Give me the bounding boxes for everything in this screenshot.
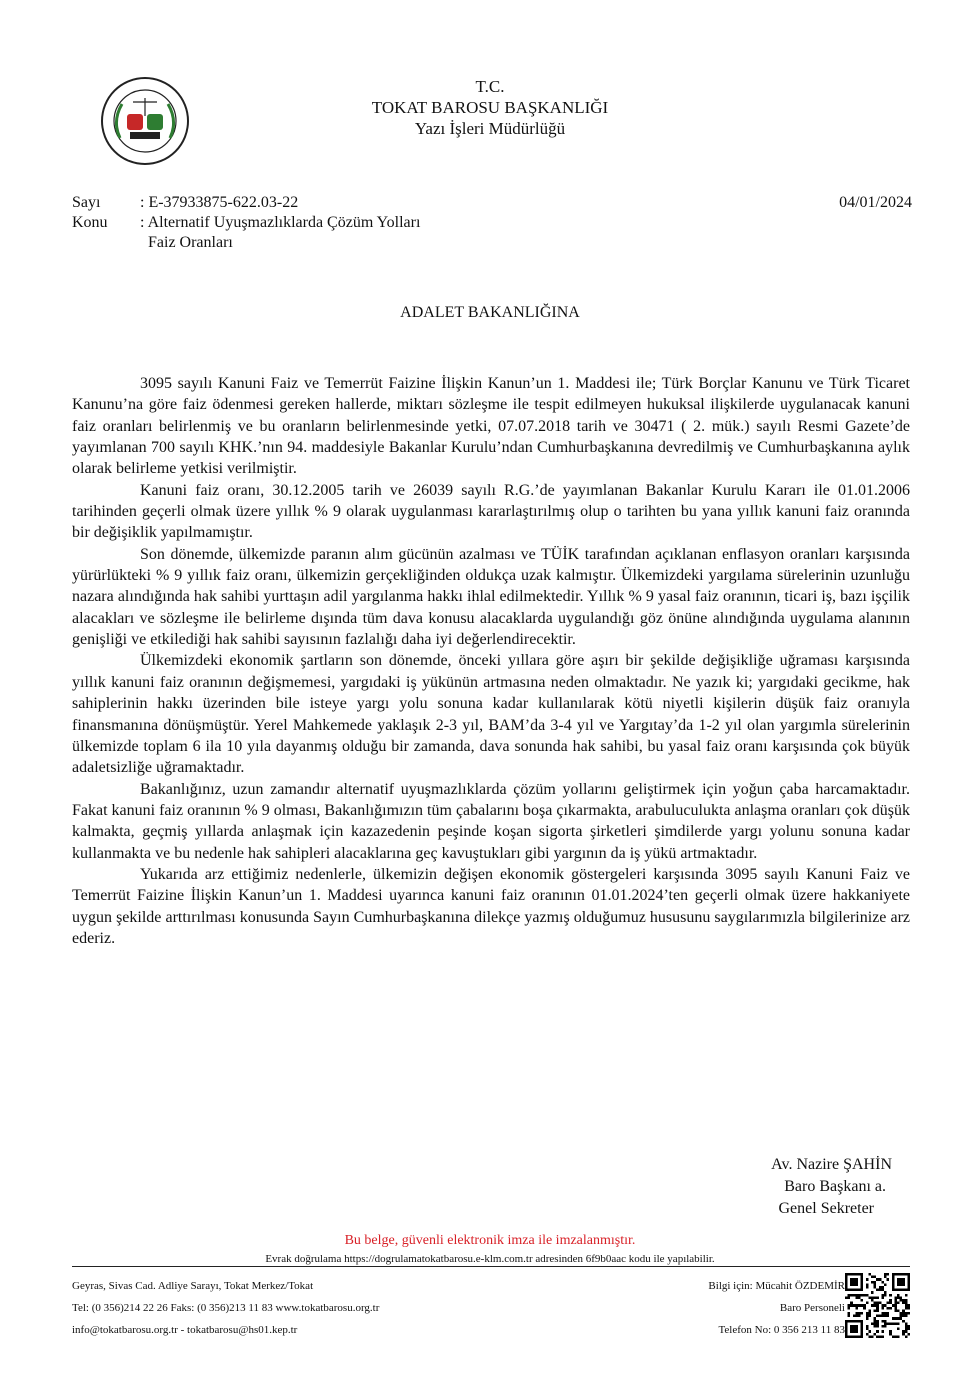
konu-value: : Alternatif Uyuşmazlıklarda Çözüm Yolları xyxy=(140,214,421,231)
paragraph: Yukarıda arz ettiğimiz nedenlerle, ülkemizin değişen ekonomik göstergeleri karşısında 3095 sayılı Kanuni Faiz ve Temerrüt Faizine İlişkin Kanun’un 1. Maddesi uyarınca kanuni faiz oranının 01.01.2024’ten geçerli olmak üzere hakkaniyete uygun şekilde arttırılması konusunda Sayın Cumhurbaşkanına dilekçe yazmış olduğumuz hususunu saygılarımızla bilgilerinize arz ederiz. xyxy=(72,865,910,947)
header-line-department: Yazı İşleri Müdürlüğü xyxy=(414,119,566,138)
signatory-name: Av. Nazire ŞAHİN xyxy=(771,1156,892,1173)
footer-info xyxy=(708,1275,845,1341)
paragraph: Ülkemizdeki ekonomik şartların son dönemde, önceki yıllara göre aşırı bir şekilde değişikliğe uğraması karşısında yıllık kanuni faiz oranının değişmemesi, yargıdaki iş yükünün artmasına neden olmaktadır. Ne yazık ki; yargıdaki gecikme, hak sahiplerinin hakkı üzerinden bile isteye yargı yolu sonuna kadar kullanılarak kötü niyetli kişilerin düşük faiz oranıyla finansmanına dönüşmüştür. Yerel Mahkemede yaklaşık 2-3 yıl, BAM’da 3-4 yıl ve Yargıtay’da 1-2 yıl olan yargımla sürelerinin ülkemizde toplam 6 ila 10 yıla dayanmış olduğu bir zamanda, dava sonunda hak sahibi, bu yasal faiz oranı karşısında çok büyük adaletsizliğe uğramaktadır. xyxy=(72,652,910,777)
paragraph: Son dönemde, ülkemizde paranın alım gücünün azalması ve TÜİK tarafından açıklanan enflasyon oranları karşısında yürürlükteki % 9 yıllık faiz oranı, ülkemizin gerçekliğinden oldukça uzak kalmıştır. Ülkemizdeki yargılama sürelerinin uzunluğu nazara alındığında hak sahibi yurttaşın adil yargılanma hakkı ihlal edilmektedir. Yıllık % 9 yasal faiz oranının, ticari iş, bazı işçilik alacakları ve sözleşme ile belirleme dışında tüm dava konusu alacaklarda uygulandığı göz önüne alındığında uygulama alanının genişliği ve etkilediği hak sahibi sayısının fazlalığı daha iyi değerlendirecektir. xyxy=(72,545,910,649)
header-line-institution: TOKAT BAROSU BAŞKANLIĞI xyxy=(371,98,609,117)
footer-email: info@tokatbarosu.org.tr - tokatbarosu@hs01.kep.tr xyxy=(72,1324,298,1336)
letterhead xyxy=(290,76,690,139)
konu-row-2 xyxy=(72,233,912,253)
footer-contact xyxy=(72,1275,379,1341)
paragraph: Kanuni faiz oranı, 30.12.2005 tarih ve 26039 sayılı R.G.’de yayımlanan Bakanlar Kurulu Kararı ile 01.01.2006 tarihinden geçerli olmak üzere yıllık % 9 olarak uygulanması kararlaştırılmış olup o tarihten bu yana yıllık kanuni faiz oranında bir değişiklik yapılmamıştır. xyxy=(72,481,910,542)
info-phone: Telefon No: 0 356 213 11 83 xyxy=(718,1324,845,1336)
signatory-title: Baro Başkanı a. xyxy=(784,1178,886,1195)
esign-notice: Bu belge, güvenli elektronik imza ile imzalanmıştır. xyxy=(344,1233,636,1248)
bar-association-logo xyxy=(100,76,190,166)
document-meta xyxy=(72,193,912,253)
qr-code xyxy=(845,1273,910,1338)
header-line-tc: T.C. xyxy=(475,77,505,96)
addressee: ADALET BAKANLIĞINA xyxy=(400,304,580,321)
footer-address: Geyras, Sivas Cad. Adliye Sarayı, Tokat Merkez/Tokat xyxy=(72,1280,314,1292)
sayi-label: Sayı xyxy=(72,194,101,211)
sayi-row xyxy=(72,193,912,213)
verification-notice: Evrak doğrulama https://dogrulamatokatbarosu.e-klm.com.tr adresinden 6f9b0aac kodu ile yapılabilir. xyxy=(265,1253,715,1265)
footer-divider xyxy=(72,1266,910,1267)
document-date: 04/01/2024 xyxy=(839,194,912,211)
paragraph: 3095 sayılı Kanuni Faiz ve Temerrüt Faizine İlişkin Kanun’un 1. Maddesi ile; Türk Borçlar Kanunu ve Türk Ticaret Kanunu’na göre faiz ödenmesi gereken hallerde, miktarı sözleşme ile tespit edilmeyen hukuksal ilişkilerde uygulanacak kanuni faiz oranları belirlenmiş ve bu oranların belirlenmesinde yetki, 07.07.2018 tarih ve 30471 ( 2. mük.) sayılı Resmi Gazete’de yayımlanan 700 sayılı KHK.’nın 94. maddesiyle Bakanlar Kurulu’ndan Cumhurbaşkanına devredilmiş ve Cumhurbaşkanına aylık olarak belirleme yetkisi verilmiştir. xyxy=(72,375,910,478)
konu-value-2: Faiz Oranları xyxy=(148,234,233,251)
info-role: Baro Personeli xyxy=(779,1302,845,1314)
info-contact: Bilgi için: Mücahit ÖZDEMİR xyxy=(708,1280,845,1292)
konu-label: Konu xyxy=(72,214,108,231)
paragraph: Bakanlığınız, uzun zamandır alternatif uyuşmazlıklarda çözüm yollarını geliştirmek için yoğun çaba harcamaktadır. Fakat kanuni faiz oranının % 9 olması, Bakanlığımızın tüm çabalarını boşa çıkarmakta, arabuluculukta anlaşma oranları çok düşük kalmakta, geçmiş yıllarda anlaşmak için kazazedenin peşinde koşan sigorta şirketleri şimdilerde yargı yolunu sonuna kadar kullanmakta ve bu nedenle hak sahipleri alacaklarına geç kavuştukları gibi yargının da iş yükü artmaktadır. xyxy=(72,780,910,862)
konu-row xyxy=(72,213,912,233)
signatory-title-2: Genel Sekreter xyxy=(778,1200,874,1217)
letter-body xyxy=(72,373,910,949)
sayi-value: : E-37933875-622.03-22 xyxy=(140,194,299,211)
footer-phone: Tel: (0 356)214 22 26 Faks: (0 356)213 11 83 www.tokatbarosu.org.tr xyxy=(72,1302,380,1314)
signature-block xyxy=(692,1154,892,1220)
